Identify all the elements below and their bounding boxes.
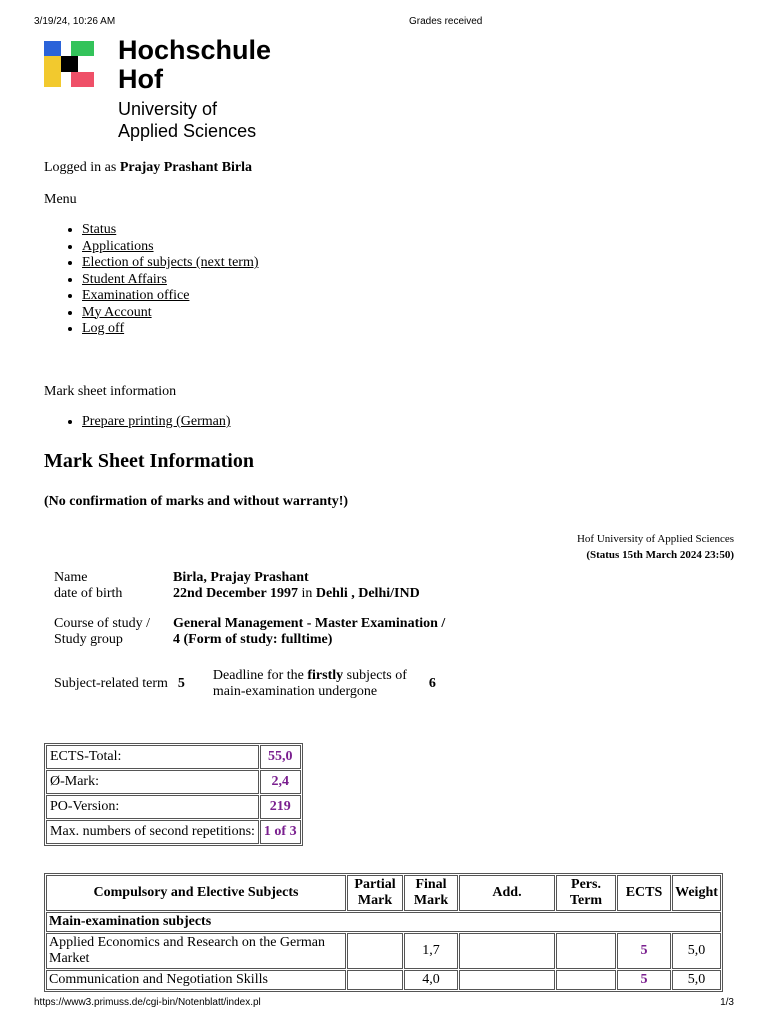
print-item xyxy=(82,414,231,430)
university-logo xyxy=(44,35,304,148)
institution-name: Hof University of Applied Sciences xyxy=(576,533,734,545)
logo-mark-icon xyxy=(44,41,94,87)
menu-link-election[interactable]: Election of subjects (next term) xyxy=(82,255,259,270)
term-table: Subject-related term 5 Deadline for the firstly subjects of main-examination undergone 6 xyxy=(54,668,436,699)
menu-item-applications xyxy=(82,239,259,256)
subject-name: Communication and Negotiation Skills xyxy=(46,970,346,990)
print-menu xyxy=(44,414,231,430)
subjects-table xyxy=(44,873,723,992)
subject-name: Applied Economics and Research on the German Market xyxy=(46,933,346,969)
course-value: General Management - Master Examination / xyxy=(173,616,446,631)
stats-row xyxy=(46,795,301,819)
po-version-value: 219 xyxy=(260,795,301,819)
pers-term xyxy=(556,933,616,969)
menu-link-status[interactable]: Status xyxy=(82,222,117,237)
print-url: https://www3.primuss.de/cgi-bin/Notenblatt/index.pl xyxy=(34,997,261,1008)
col-header-weight: Weight xyxy=(672,875,721,911)
col-header-final: Final Mark xyxy=(404,875,458,911)
menu-item-student-affairs xyxy=(82,272,259,289)
print-title: Grades received xyxy=(409,16,483,27)
group-label: Main-examination subjects xyxy=(46,912,721,932)
login-status: Logged in as Prajay Prashant Birla xyxy=(44,160,253,175)
disclaimer: (No confirmation of marks and without warranty!) xyxy=(44,494,349,509)
menu-item-examination-office xyxy=(82,288,259,305)
dob-date: 22nd December 1997 xyxy=(173,586,298,601)
menu-item-log-off xyxy=(82,321,259,338)
menu-link-examination-office[interactable]: Examination office xyxy=(82,288,190,303)
logo-subtitle: University of Applied Sciences xyxy=(118,99,257,141)
menu-link-log-off[interactable]: Log off xyxy=(82,321,125,336)
final-mark: 4,0 xyxy=(404,970,458,990)
print-datetime: 3/19/24, 10:26 AM xyxy=(34,16,116,27)
partial-mark xyxy=(347,933,403,969)
stats-row xyxy=(46,820,301,844)
menu-link-student-affairs[interactable]: Student Affairs xyxy=(82,271,167,287)
col-header-ects: ECTS xyxy=(617,875,671,911)
page-number: 1/3 xyxy=(720,997,734,1008)
dob-place: Dehli , Delhi/IND xyxy=(315,586,420,601)
logo-name: Hochschule Hof xyxy=(118,35,272,94)
col-header-partial: Partial Mark xyxy=(347,875,403,911)
menu-item-election xyxy=(82,255,259,272)
term-value: 5 xyxy=(177,676,185,691)
stats-row xyxy=(46,745,301,769)
ects-total-value: 55,0 xyxy=(260,745,301,769)
personal-data-table: Name date of birth Birla, Prajay Prashant 22nd December 1997 in Dehli , Delhi/IND Course of study / Study group General Management - Master Examination / 4 (Form of study: fulltime) xyxy=(54,570,446,647)
average-mark-value: 2,4 xyxy=(260,770,301,794)
stats-label: Max. numbers of second repetitions: xyxy=(46,820,259,844)
print-footer xyxy=(34,997,734,1008)
stats-table xyxy=(44,743,303,846)
menu-link-my-account[interactable]: My Account xyxy=(82,304,152,320)
main-menu xyxy=(44,222,259,338)
sheet-info-heading: Mark sheet information xyxy=(44,384,177,399)
ects-value: 5 xyxy=(617,933,671,969)
weight-value: 5,0 xyxy=(672,970,721,990)
menu-link-applications[interactable]: Applications xyxy=(82,238,154,254)
user-name: Prajay Prashant Birla xyxy=(119,160,253,175)
table-row xyxy=(46,970,721,990)
status-timestamp: (Status 15th March 2024 23:50) xyxy=(586,549,734,561)
term-label: Subject-related term xyxy=(54,676,168,691)
institution-status xyxy=(577,531,734,563)
repetitions-value: 1 of 3 xyxy=(260,820,301,844)
dob-label: date of birth xyxy=(54,586,123,601)
pers-term xyxy=(556,970,616,990)
table-header-row xyxy=(46,875,721,911)
stats-row xyxy=(46,770,301,794)
col-header-pers-term: Pers. Term xyxy=(556,875,616,911)
menu-item-status xyxy=(82,222,259,239)
partial-mark xyxy=(347,970,403,990)
add-mark xyxy=(459,933,555,969)
table-row xyxy=(46,933,721,969)
name-value: Birla, Prajay Prashant xyxy=(173,570,309,585)
page-title: Mark Sheet Information xyxy=(44,450,254,472)
col-header-subject: Compulsory and Elective Subjects xyxy=(46,875,346,911)
prepare-printing-link[interactable]: Prepare printing (German) xyxy=(82,414,231,429)
study-group-value: 4 (Form of study: fulltime) xyxy=(173,632,333,647)
final-mark: 1,7 xyxy=(404,933,458,969)
stats-label: Ø-Mark: xyxy=(46,770,259,794)
menu-heading: Menu xyxy=(44,192,77,207)
name-label: Name xyxy=(54,570,88,585)
weight-value: 5,0 xyxy=(672,933,721,969)
group-row xyxy=(46,912,721,932)
menu-item-my-account xyxy=(82,305,259,322)
add-mark xyxy=(459,970,555,990)
deadline-value: 6 xyxy=(428,676,436,691)
course-label: Course of study / xyxy=(54,616,151,631)
col-header-add: Add. xyxy=(459,875,555,911)
stats-label: PO-Version: xyxy=(46,795,259,819)
stats-label: ECTS-Total: xyxy=(46,745,259,769)
ects-value: 5 xyxy=(617,970,671,990)
